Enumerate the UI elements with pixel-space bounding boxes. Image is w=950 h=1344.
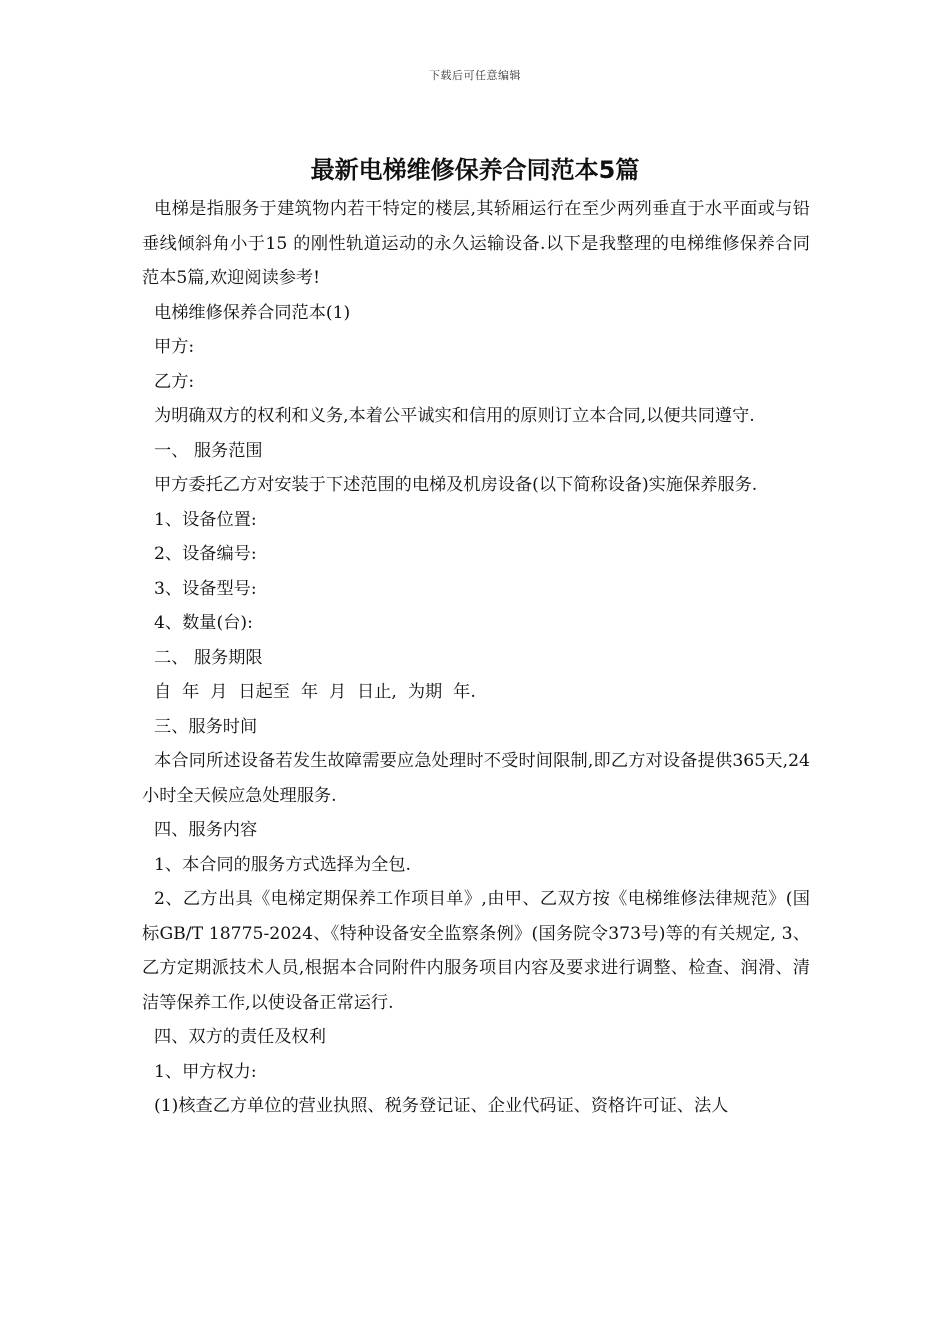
paragraph: 电梯维修保养合同范本(1) [154,302,351,323]
section-heading: 三、服务时间 [154,716,258,737]
paragraph: 电梯是指服务于建筑物内若干特定的楼层,其轿厢运行在至少两列垂直于水平面或与铅垂线倾斜角小于15 的刚性轨道运动的永久运输设备.以下是我整理的电梯维修保养合同范本5篇,欢迎阅读参考! [142,199,810,288]
list-item: (1)核查乙方单位的营业执照、税务登记证、企业代码证、资格许可证、法人 [154,1096,729,1116]
document-title: 最新电梯维修保养合同范本5篇 [310,156,640,184]
paragraph: 甲方委托乙方对安装于下述范围的电梯及机房设备(以下简称设备)实施保养服务. [154,475,758,495]
list-item: 1、设备位置: [154,509,257,530]
list-item: 1、本合同的服务方式选择为全包. [154,854,412,875]
list-item: 2、乙方出具《电梯定期保养工作项目单》,由甲、乙双方按《电梯维修法律规范》(国标GB/T 18775-2024、《特种设备安全监察条例》(国务院令373号)等的有关规定, 3、乙方定期派技术人员,根据本合同附件内服务项目内容及要求进行调整、检查、润滑、清洁等保养工作,以使设备正常运行. [142,889,810,1013]
list-item: 3、设备型号: [154,578,257,599]
paragraph: 为明确双方的权利和义务,本着公平诚实和信用的原则订立本合同,以便共同遵守. [154,406,755,426]
paragraph: 乙方: [154,371,195,392]
paragraph: 自 年 月 日起至 年 月 日止, 为期 年. [154,682,476,702]
document-body [142,192,810,1124]
list-item: 2、设备编号: [154,544,257,564]
section-heading: 四、服务内容 [154,820,258,840]
header-note: 下载后可任意编辑 [429,69,521,82]
section-heading: 四、双方的责任及权利 [154,1027,326,1047]
section-heading: 二、 服务期限 [154,647,263,668]
section-heading: 一、 服务范围 [154,440,263,461]
paragraph: 本合同所述设备若发生故障需要应急处理时不受时间限制,即乙方对设备提供365天,24小时全天候应急处理服务. [142,751,810,806]
list-item: 1、甲方权力: [154,1061,257,1082]
paragraph: 甲方: [154,337,195,357]
list-item: 4、数量(台): [154,613,253,633]
